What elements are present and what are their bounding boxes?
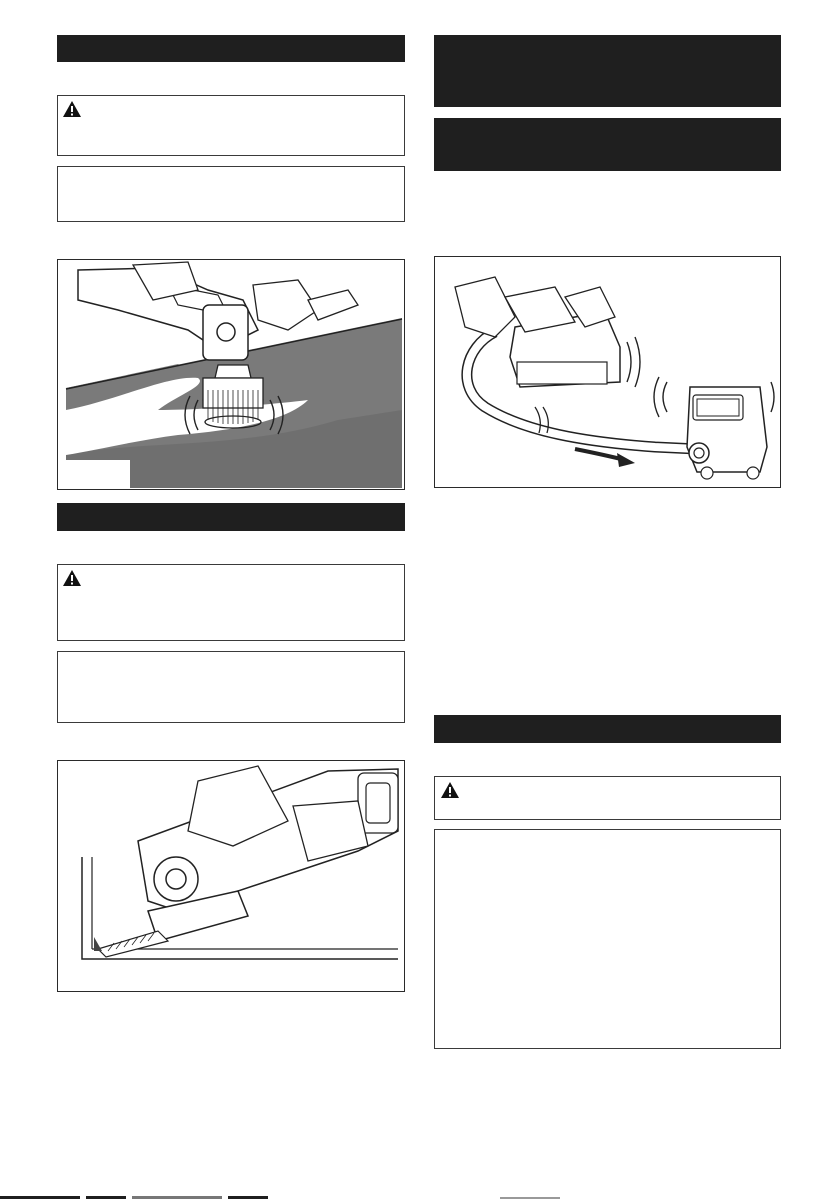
section-header-bar-1 — [57, 35, 405, 62]
warning-box-2 — [57, 564, 405, 641]
section-header-bar-4 — [434, 118, 781, 171]
footer-strip — [0, 1186, 840, 1192]
figure-grinder-corner — [57, 760, 405, 992]
illustration-vacuum-connection — [435, 257, 780, 487]
figure-vacuum-connection — [434, 256, 781, 488]
figure-wire-cup-brush — [57, 259, 405, 490]
illustration-wire-cup-brush — [58, 260, 404, 489]
warning-box-3 — [434, 776, 781, 820]
section-header-bar-5 — [434, 715, 781, 743]
section-header-bar-3 — [434, 35, 781, 107]
notice-box-2 — [57, 651, 405, 723]
warning-triangle-icon — [441, 782, 459, 798]
notice-box-1 — [57, 166, 405, 222]
section-header-bar-2 — [57, 503, 405, 531]
warning-box-1 — [57, 95, 405, 156]
warning-triangle-icon — [63, 101, 81, 117]
warning-triangle-icon — [63, 570, 81, 586]
illustration-grinder-corner — [58, 761, 404, 991]
notice-box-3 — [434, 829, 781, 1049]
